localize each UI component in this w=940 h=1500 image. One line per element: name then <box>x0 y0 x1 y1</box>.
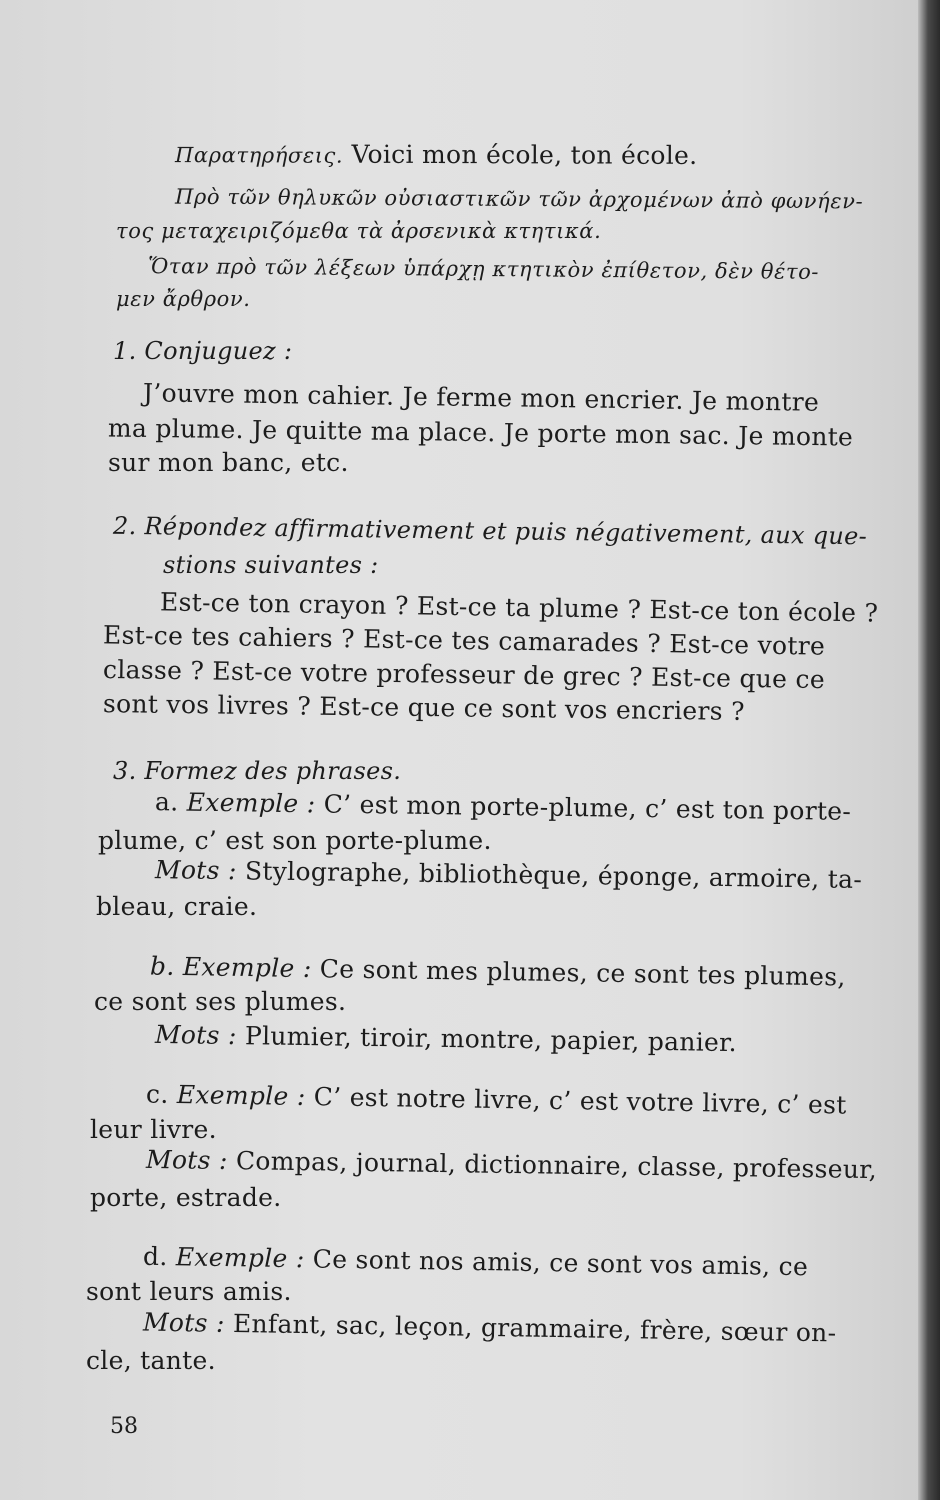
remarks-text: Voici mon école, ton école. <box>343 139 698 170</box>
remarks-label: Παρατηρήσεις. <box>174 143 344 168</box>
example-a-text-1: C’ est mon porte-plume, c’ est ton porte- <box>315 789 852 826</box>
mots-c-text-1: Compas, journal, dictionnaire, classe, professeur, <box>227 1146 878 1185</box>
mots-b-label: Mots : <box>154 1019 237 1051</box>
mots-d-label: Mots : <box>142 1307 225 1338</box>
exercise-2-line: Est-ce ton crayon ? Est-ce ta plume ? Est-ce ton école ? <box>159 587 879 628</box>
example-c-line <box>146 1079 847 1120</box>
mots-b-line <box>155 1020 737 1058</box>
exercise-3-heading <box>113 756 401 786</box>
greek-rule-2a: Ὅταν πρὸ τῶν λέξεων ὑπάρχῃ κτητικὸν ἐπίθετον, δὲν θέτο- <box>147 254 820 284</box>
example-a-line <box>155 787 852 827</box>
greek-rule-1a: Πρὸ τῶν θηλυκῶν οὐσιαστικῶν τῶν ἀρχομένων ἀπὸ φωνήεν- <box>174 184 864 214</box>
exercise-2-title-1: Répondez affirmativement et puis négativement, aux que- <box>136 512 868 551</box>
exercise-1-number: 1. <box>113 337 137 365</box>
exercise-2-line: classe ? Est-ce votre professeur de grec ? Est-ce que ce <box>102 654 826 695</box>
example-d-text-2: sont leurs amis. <box>86 1277 292 1306</box>
mots-b-text-1: Plumier, tiroir, montre, papier, panier. <box>236 1021 738 1058</box>
example-b-label: Exemple : <box>174 951 312 984</box>
mots-a-line <box>155 855 862 895</box>
exercise-1-heading <box>113 336 292 366</box>
example-d-text-1: Ce sont nos amis, ce sont vos amis, ce <box>304 1244 809 1282</box>
mots-d-line <box>143 1308 837 1349</box>
mots-c-label: Mots : <box>145 1144 228 1176</box>
exercise-2-line: sont vos livres ? Est-ce que ce sont vos encriers ? <box>102 689 745 726</box>
example-a-label: Exemple : <box>178 787 316 819</box>
mots-c-text-2: porte, estrade. <box>90 1183 282 1212</box>
exercise-1-line: sur mon banc, etc. <box>108 448 349 477</box>
exercise-3-number: 3. <box>113 757 137 785</box>
example-a-letter: a. <box>154 787 179 817</box>
exercise-3-title: Formez des phrases. <box>136 757 402 785</box>
exercise-1-line: ma plume. Je quitte ma place. Je porte mon sac. Je monte <box>107 413 854 452</box>
example-a-text-2: plume, c’ est son porte-plume. <box>98 826 492 855</box>
example-b-text-2: ce sont ses plumes. <box>94 987 347 1016</box>
remarks-line <box>175 139 698 172</box>
mots-a-text-2: bleau, craie. <box>96 892 258 921</box>
exercise-1-title: Conjuguez : <box>136 337 293 365</box>
greek-rule-1b: τος μεταχειριζόμεθα τὰ ἀρσενικὰ κτητικά. <box>116 219 602 243</box>
example-b-text-1: Ce sont mes plumes, ce sont tes plumes, <box>311 954 846 992</box>
exercise-1-line: J’ouvre mon cahier. Je ferme mon encrier. Je montre <box>142 378 820 417</box>
book-gutter-shadow <box>918 0 940 1500</box>
greek-rule-2b: μεν ἄρθρον. <box>116 287 251 311</box>
page-number: 58 <box>110 1414 138 1439</box>
mots-d-text-1: Enfant, sac, leçon, grammaire, frère, sœur on- <box>224 1308 837 1348</box>
example-c-letter: c. <box>145 1079 169 1109</box>
exercise-2-line: Est-ce tes cahiers ? Est-ce tes camarades ? Est-ce votre <box>102 620 826 661</box>
mots-c-line <box>146 1145 877 1185</box>
mots-d-text-2: cle, tante. <box>86 1346 216 1375</box>
example-d-label: Exemple : <box>167 1242 305 1274</box>
exercise-2-number: 2. <box>112 511 137 541</box>
mots-a-label: Mots : <box>154 855 237 886</box>
exercise-2-title-2: stions suivantes : <box>163 551 379 579</box>
example-c-text-1: C’ est notre livre, c’ est votre livre, c’ est <box>305 1082 847 1120</box>
exercise-2-heading <box>113 511 867 552</box>
example-b-letter: b. <box>149 951 175 981</box>
example-d-letter: d. <box>142 1241 168 1272</box>
example-c-text-2: leur livre. <box>90 1115 217 1144</box>
example-c-label: Exemple : <box>168 1079 306 1112</box>
mots-a-text-1: Stylographe, bibliothèque, éponge, armoire, ta- <box>236 856 863 894</box>
